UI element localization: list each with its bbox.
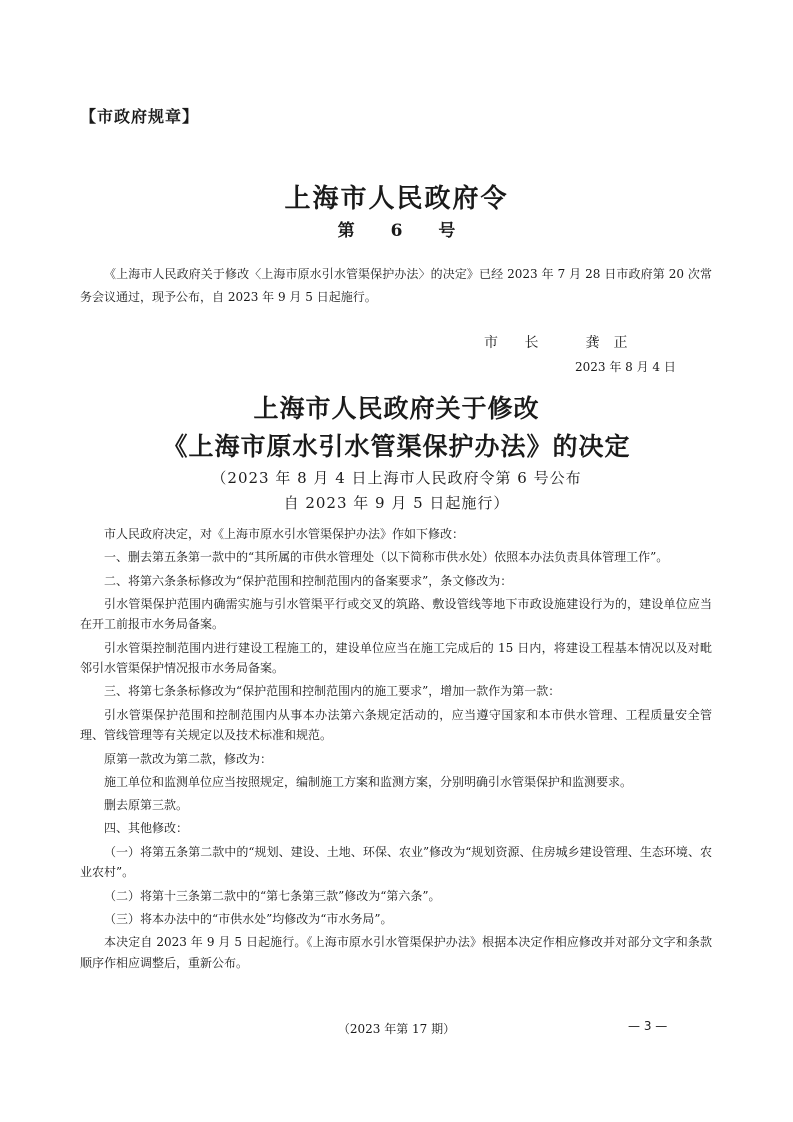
- order-number-suffix: 号: [438, 221, 456, 241]
- issue-number: （2023 年第 17 期）: [337, 1022, 456, 1036]
- body-paragraph: 施工单位和监测单位应当按照规定，编制施工方案和监测方案，分别明确引水管渠保护和监测要求。: [104, 774, 633, 789]
- body-paragraph: 本决定自 2023 年 9 月 5 日起施行。《上海市原水引水管渠保护办法》根据本决定作相应修改并对部分文字和条款顺序作相应调整后，重新公布。: [80, 935, 712, 970]
- decision-subtitle-line1: （2023 年 8 月 4 日上海市人民政府令第 6 号公布: [211, 469, 582, 487]
- body-paragraph: 引水管渠保护范围和控制范围内从事本办法第六条规定活动的，应当遵守国家和本市供水管理、工程质量安全管理、管线管理等有关规定以及技术标准和规范。: [80, 707, 712, 743]
- body-paragraph: 四、其他修改：: [104, 821, 189, 836]
- body-paragraph: 一、删去第五条第一款中的“其所属的市供水管理处（以下简称市供水处）依照本办法负责具体管理工作”。: [104, 550, 669, 565]
- body-paragraph: （三）将本办法中的“市供水处”均修改为“市水务局”。: [104, 911, 393, 926]
- body-paragraph: 二、将第六条条标修改为“保护范围和控制范围内的备案要求”，条文修改为：: [104, 573, 513, 588]
- order-number-prefix: 第: [337, 221, 355, 241]
- page-number: — 3 —: [628, 1019, 668, 1033]
- decision-title-line2: 《上海市原水引水管渠保护办法》的决定: [162, 432, 631, 461]
- body-paragraph: 三、将第七条条标修改为“保护范围和控制范围内的施工要求”，增加一款作为第一款：: [104, 684, 561, 699]
- body-paragraph: 删去原第三款。: [104, 798, 189, 813]
- order-announcement: 《上海市人民政府关于修改〈上海市原水引水管渠保护办法〉的决定》已经 2023 年 7 月 28 日市政府第 20 次常务会议通过，现予公布，自 2023 年 9 月 5 日起施行。: [80, 267, 712, 304]
- decision-title-line1: 上海市人民政府关于修改: [253, 394, 540, 423]
- order-title: 上海市人民政府令: [284, 184, 509, 214]
- decision-subtitle: [0, 466, 793, 516]
- decision-body: [80, 524, 712, 976]
- signer-name: 龚正: [585, 335, 642, 351]
- body-paragraph: 市人民政府决定，对《上海市原水引水管渠保护办法》作如下修改：: [104, 527, 465, 541]
- order-number: [0, 216, 793, 241]
- body-paragraph: 引水管渠保护范围内确需实施与引水管渠平行或交叉的筑路、敷设管线等地下市政设施建设行为的，建设单位应当在开工前报市水务局备案。: [80, 596, 712, 632]
- decision-subtitle-line2: 自 2023 年 9 月 5 日起施行）: [283, 494, 510, 512]
- decision-title: [0, 390, 793, 466]
- body-paragraph: （一）将第五条第二款中的“规划、建设、土地、环保、农业”修改为“规划资源、住房城乡建设管理、生态环境、农业农村”。: [80, 844, 712, 880]
- document-category: 【市政府规章】: [80, 107, 200, 126]
- body-paragraph: 原第一款改为第二款，修改为：: [104, 751, 273, 766]
- signer-role: 市 长: [484, 335, 540, 351]
- body-paragraph: （二）将第十三条第二款中的“第七条第三款”修改为“第六条”。: [104, 888, 441, 903]
- signer-block: [484, 332, 641, 352]
- body-paragraph: 引水管渠控制范围内进行建设工程施工的，建设单位应当在施工完成后的 15 日内，将建设工程基本情况以及对毗邻引水管渠保护情况报市水务局备案。: [80, 640, 712, 676]
- sign-date: 2023 年 8 月 4 日: [575, 360, 676, 374]
- order-number-value: 6: [390, 221, 403, 241]
